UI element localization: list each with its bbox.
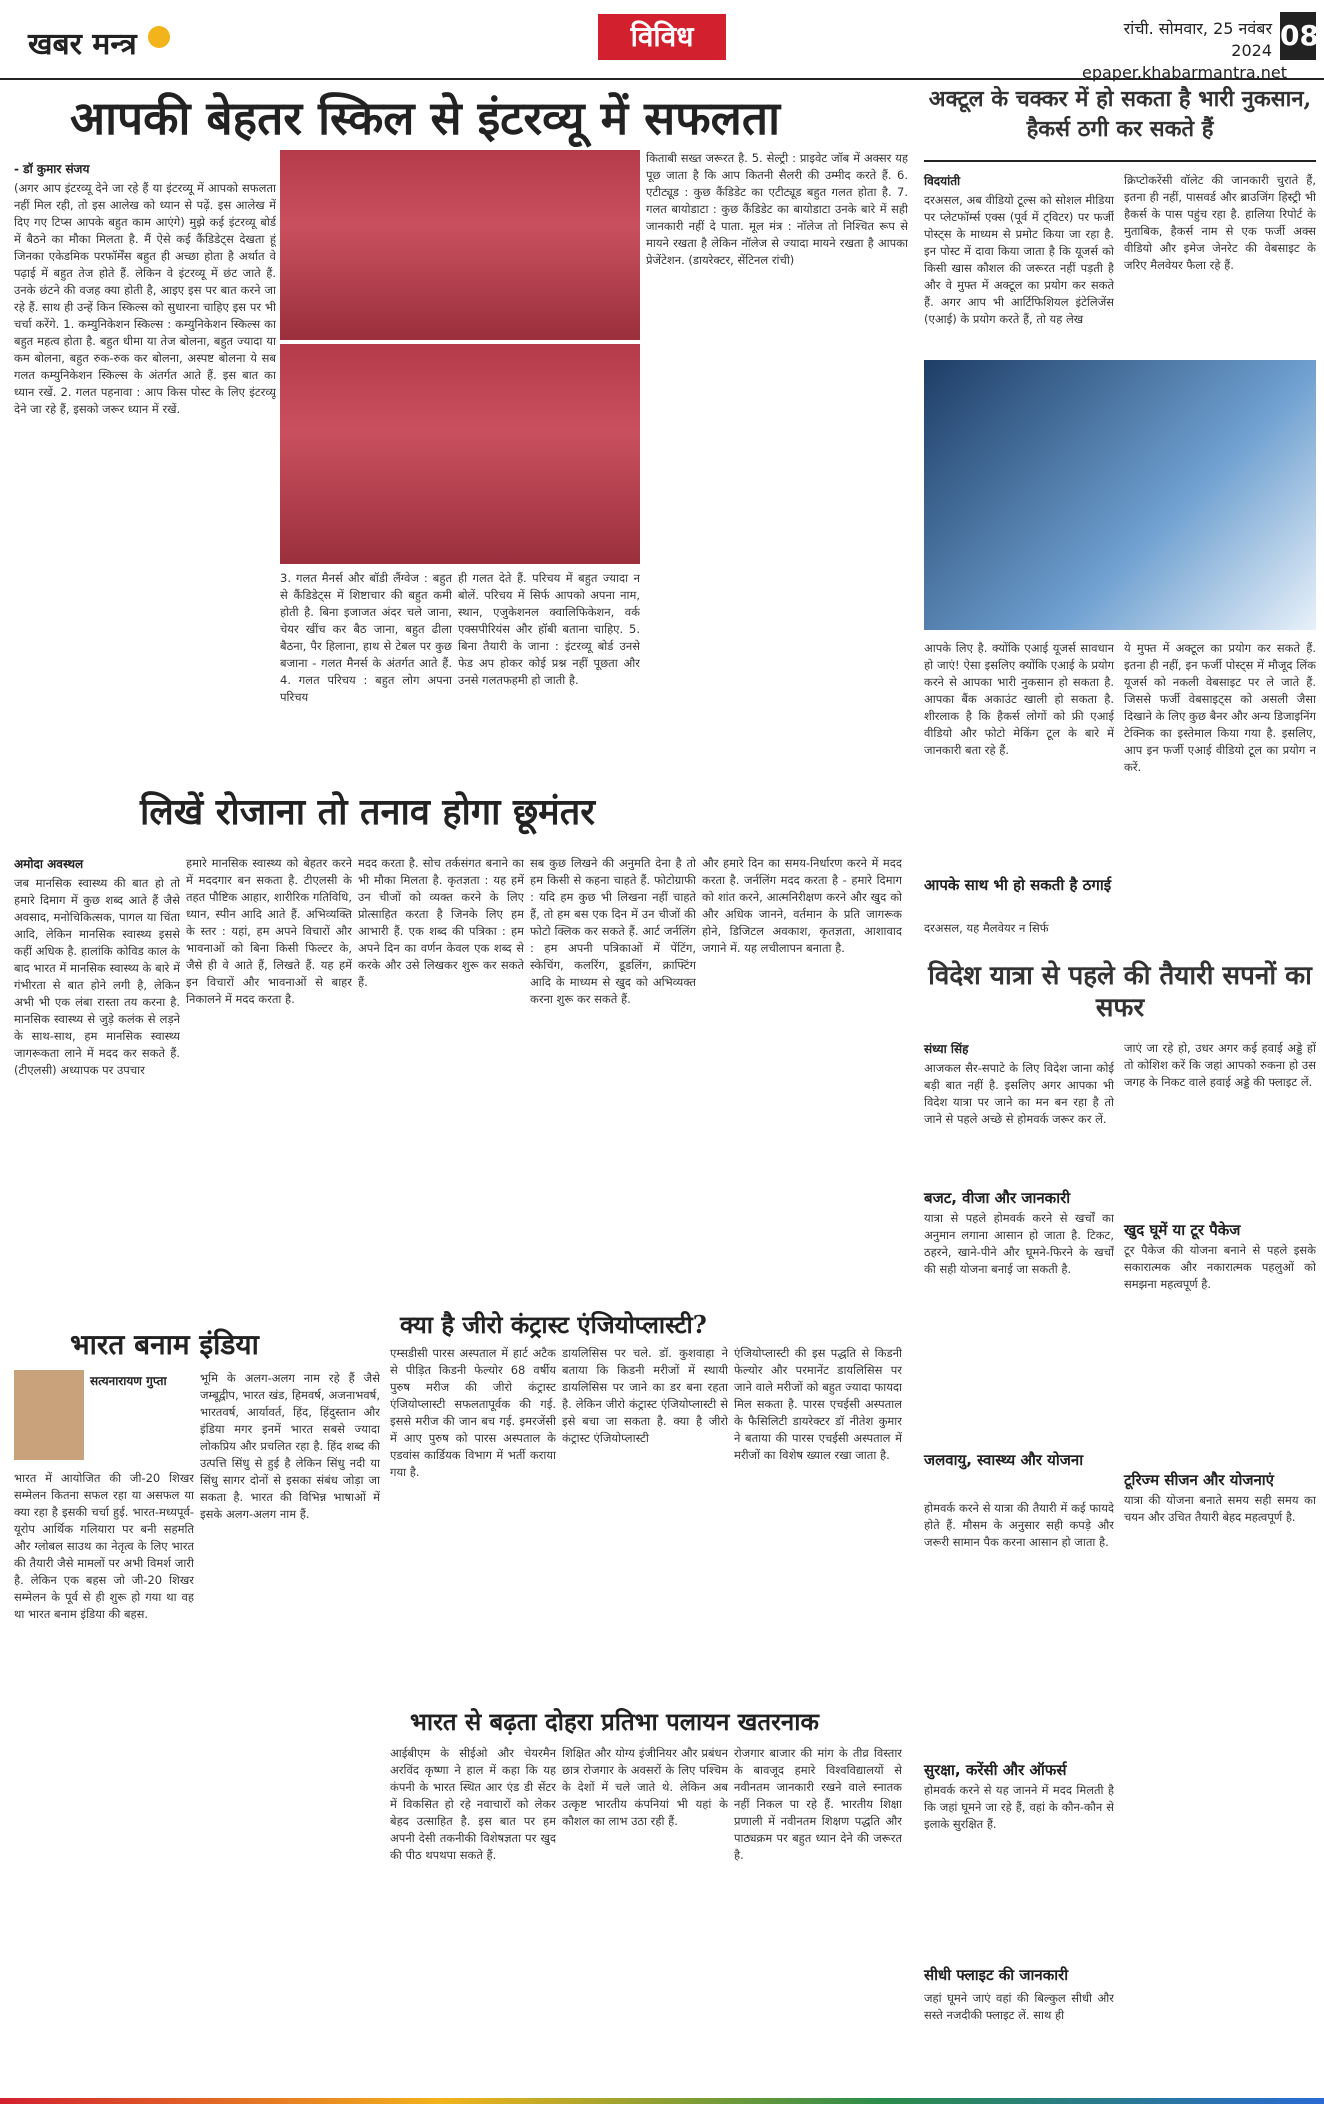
section-tag: विविध bbox=[598, 14, 726, 60]
article6-sub2-text: टूर पैकेज की योजना बनाने से पहले इसके सकारात्मक और नकारात्मक पहलुओं को समझना महत्वपूर्ण है. bbox=[1124, 1243, 1316, 1291]
brand-name: खबर मन्त्र bbox=[28, 27, 137, 62]
sidebar-headline: अक्टूल के चक्कर में हो सकता है भारी नुकसान, हैकर्स ठगी कर सकते हैं bbox=[928, 86, 1312, 142]
ai-robot-image bbox=[924, 360, 1316, 630]
sidebar-subhead: आपके साथ भी हो सकती है ठगाई bbox=[924, 876, 1112, 894]
article1-col3: ही गलत देते हैं. परिचय में बहुत ज्यादा न बोलें. परिचय में सिर्फ आपको अपना नाम, स्थान, एजुकेशनल क्वालिफिकेशन, वर्क एक्सपीरियंस और हॉबी बताना चाहिए. 5. बिना तैयारी के जाना : इंटरव्यू बोर्ड उनसे फेड अप होकर कोई प्रश्न नहीं पूछता और उनसे गलतफहमी हो जाती है. bbox=[458, 571, 640, 687]
article3-col1: एम्सडीसी पारस अस्पताल में हार्ट अटैक से पीड़ित किडनी फेल्योर 68 वर्षीय पुरुष मरीज की जीरो कंट्रास्ट एंजियोप्लास्टी सफलतापूर्वक की गई. इससे मरीज की जान बच गई. इमरजेंसी में आए पुरुष को पारस अस्पताल के एडवांस कार्डियक विभाग में भर्ती कराया गया है. bbox=[390, 1346, 556, 1479]
sidebar-col4: ये मुफ्त में अक्टूल का प्रयोग कर सकते हैं. इतना ही नहीं, इन फर्जी पोस्ट्स में मौजूद लिंक यूजर्स को नकली वेबसाइट पर ले जाते हैं. जिससे फर्जी वेबसाइट्स को असली जैसा दिखाने के लिए कुछ बैनर और अन्य डिजाइनिंग टेक्निक का इस्तेमाल किया गया है. इसलिए, आप इन फर्जी एआई वीडियो टूल का प्रयोग न करें. bbox=[1124, 641, 1316, 774]
article2-col5: और हमारे दिन का समय-निर्धारण करने में मदद करता है. जर्नलिंग मदद करता है - हमारे दिमाग को शांत करने, आत्मनिरीक्षण करने और खुद को और अधिक जानने, वर्तमान के प्रति जागरूक होने, डिजिटल अवकाश, कृतज्ञता, आशावाद जगाने में. यह लचीलापन बनाता है. bbox=[702, 856, 902, 955]
dateline bbox=[1082, 18, 1287, 84]
brand-logo-icon bbox=[148, 26, 170, 48]
sidebar-col3: आपके लिए है. क्योंकि एआई यूजर्स सावधान हो जाएं! ऐसा इसलिए क्योंकि एआई के प्रयोग करने से आपका भारी नुकसान हो सकता है. आपका बैंक अकाउंट खाली हो सकता है. शीरलाक है कि हैकर्स लोगों को फ्री एआई वीडियो और फोटो मेकिंग टूल के बारे में जानकारी बता रहे हैं. bbox=[924, 641, 1114, 757]
color-registration-strip bbox=[0, 2098, 1324, 2104]
article6-sub3-text: होमवर्क करने से यात्रा की तैयारी में कई फायदे होते हैं. मौसम के अनुसार सही कपड़े और जरूरी सामान पैक करना आसान हो जाता है. bbox=[924, 1501, 1114, 1549]
date-text: रांची. सोमवार, 25 नवंबर 2024 bbox=[1123, 19, 1272, 60]
article5-col3: रोजगार बाजार की मांग के तीव्र विस्तार के बावजूद हमारे विश्वविद्यालयों से नवीनतम जानकारी रखने वाले स्नातक नहीं निकल पा रहे हैं. भारतीय शिक्षा प्रणाली में नवीनतम शिक्षण पद्धति और पाठ्यक्रम पर बहुत ध्यान देने की जरूरत है. bbox=[734, 1746, 902, 1862]
students-photo-top bbox=[280, 150, 640, 340]
article2-col4: सब कुछ लिखने की अनुमति देना है तो हम किसी से कहना चाहते हैं. फोटोग्राफी : यदि हम कुछ भी लिखना नहीं चाहते हैं, तो हम बस एक दिन में उन चीजों की फोटो क्लिक कर सकते हैं. आर्ट जर्नलिंग : हम अपनी पत्रिकाओं में पेंटिंग, स्केचिंग, कलरिंग, डूडलिंग, क्राफ्टिंग आदि के माध्यम से खुद को अभिव्यक्त करना शुरू कर सकते हैं. bbox=[530, 856, 696, 1006]
article6-byline: संध्या सिंह bbox=[924, 1042, 969, 1056]
article5-col2: शिक्षित और योग्य इंजीनियर और प्रबंधन छात्र रोजगार के अवसरों के लिए पश्चिम के देशों में चले जाते थे. लेकिन अब उत्कृष्ट भारतीय कंपनियां भी यहां के कौशल का लाभ उठा रही हैं. bbox=[562, 1746, 728, 1828]
sidebar-sub-text: दरअसल, यह मैलवेयर न सिर्फ bbox=[924, 921, 1049, 935]
article3-col2: डायलिसिस पर चले. डॉ. कुशवाहा ने बताया कि किडनी मरीजों में स्थायी डायलिसिस पर जाने का डर बना रहता है. लेकिन जीरो कंट्रास्ट एंजियोप्लास्टी से इसे बचा जा सकता है. क्या है जीरो कंट्रास्ट एंजियोप्लास्टी bbox=[562, 1346, 728, 1445]
article6-sub4-text: यात्रा की योजना बनाते समय सही समय का चयन और उचित तैयारी बेहद महत्वपूर्ण है. bbox=[1124, 1493, 1316, 1524]
article1-byline: - डॉ कुमार संजय bbox=[14, 162, 90, 176]
article6-subhead5: सुरक्षा, करेंसी और ऑफर्स bbox=[924, 1761, 1067, 1779]
article2-col2: हमारे मानसिक स्वास्थ्य को बेहतर करने में मददगार बन सकता है. टीएलसी के तहत पौष्टिक आहार, शारीरिक गतिविधि, ध्यान, स्पीन आदि आते हैं. अभिव्यक्ति के स्तर : यहां, हम अपने विचारों और भावनाओं को बिना किसी फिल्टर के, जैसे ही वे आते हैं, लिखते हैं. यह हमें इन विचारों और भावनाओं से बाहर निकालने में मदद करता है. bbox=[186, 856, 352, 1006]
author-photo bbox=[14, 1370, 84, 1460]
article6-col2: जाएं जा रहे हो, उधर अगर कई हवाई अड्डे हों तो कोशिश करें कि जहां आपको रुकना हो उस जगह के निकट वाले हवाई अड्डे की फ्लाइट लें. bbox=[1124, 1041, 1316, 1089]
article6-col1: आजकल सैर-सपाटे के लिए विदेश जाना कोई बड़ी बात नहीं है. इसलिए अगर आपका भी विदेश यात्रा पर जाने का मन बन रहा है तो जाने से पहले अच्छे से होमवर्क जरूर कर लें. bbox=[924, 1061, 1114, 1126]
article5-col1: आईबीएम के सीईओ और चेयरमैन अरविंद कृष्णा ने हाल में कहा कि यह कंपनी के भारत स्थित आर एंड डी सेंटर में विकसित हो रहे नवाचारों को लेकर बेहद उत्साहित है. इस बात पर हम अपनी देसी तकनीकी विशेषज्ञता पर खुद की पीठ थपथपा सकते हैं. bbox=[390, 1746, 556, 1862]
article6-headline: विदेश यात्रा से पहले की तैयारी सपनों का सफर bbox=[928, 961, 1312, 1023]
article6-subhead1: बजट, वीजा और जानकारी bbox=[924, 1189, 1071, 1207]
article2-col3: मदद करता है. सोच तर्कसंगत बनाने का भी मौका मिलता है. कृतज्ञता : यह हमें उन चीजों को व्यक्त करने के लिए प्रोत्साहित करता है जिनके लिए हम आभारी हैं. एक शब्द की पत्रिका : हम अपने दिन का वर्णन केवल एक शब्द से करके और उसे लिखकर शुरू कर सकते हैं. bbox=[358, 856, 524, 989]
article6-sub1-text: यात्रा से पहले होमवर्क करने से खर्चों का अनुमान लगाना आसान हो जाता है. टिकट, ठहरने, खाने-पीने और घूमने-फिरने के खर्चों की सही योजना बनाई जा सकती है. bbox=[924, 1211, 1114, 1276]
article6-subhead3: जलवायु, स्वास्थ्य और योजना bbox=[924, 1451, 1084, 1469]
page-number: 08 bbox=[1280, 12, 1316, 60]
article1-headline: आपकी बेहतर स्किल से इंटरव्यू में सफलता bbox=[70, 91, 781, 145]
article1-col4: किताबी सख्त जरूरत है. 5. सेल्ट्री : प्राइवेट जॉब में अक्सर यह पूछ जाता है कि आप कितनी सैलरी की उम्मीद करते हैं. 6. एटीट्यूड : कुछ कैंडिडेट का एटीट्यूड बहुत गलत होता है. 7. गलत बायोडाटा : कुछ कैंडिडेट का बायोडाटा उनके बारे में सही जानकारी नहीं दे पाता. मूल मंत्र : नॉलेज तो निश्चित रूप से मायने रखता है लेकिन नॉलेज से ज्यादा मायने रखता है आपका प्रेजेंटेशन. (डायरेक्टर, सेंटिनल रांची) bbox=[646, 151, 908, 267]
sidebar-col1: दरअसल, अब वीडियो टूल्स को सोशल मीडिया पर प्लेटफॉर्म्स एक्स (पूर्व में ट्विटर) पर फर्जी पोस्ट्स के माध्यम से प्रमोट किया जा रहा है. इन पोस्ट में दावा किया जाता है कि यूजर्स को किसी खास कौशल की जरूरत नहीं पड़ती है और वे मुफ्त में अक्टूल का प्रयोग कर सकते हैं. अगर आप भी आर्टिफिशियल इंटेलिजेंस (एआई) के प्रयोग करते हैं, तो यह लेख bbox=[924, 193, 1114, 326]
students-photo-bottom bbox=[280, 344, 640, 564]
article3-headline: क्या है जीरो कंट्रास्ट एंजियोप्लास्टी? bbox=[400, 1310, 707, 1339]
article4-col2: भूमि के अलग-अलग नाम रहे हैं जैसे जम्बूद्वीप, भारत खंड, हिमवर्ष, अजनाभवर्ष, भारतवर्ष, आर्यावर्त, हिंद, हिंदुस्तान और इंडिया मगर इनमें भारत सबसे ज्यादा लोकप्रिय और प्रचलित रहा है. हिंद शब्द की उत्पत्ति सिंधु से हुई है लेकिन सिंधु नदी या सिंधु सागर दोनों से इसका संबंध जोड़ा जा सकता है. भारत की विभिन्न भाषाओं में इसके अलग-अलग नाम हैं. bbox=[200, 1371, 380, 1521]
article6-sub5-text: होमवर्क करने से यह जानने में मदद मिलती है कि जहां घूमने जा रहे हैं, वहां के कौन-कौन से इलाके सुरक्षित हैं. bbox=[924, 1783, 1114, 1831]
article1-col1: (अगर आप इंटरव्यू देने जा रहे हैं या इंटरव्यू में आपको सफलता नहीं मिल रही, तो इस आलेख को ध्यान से पढ़ें. इस आलेख में दिए गए टिप्स आपके बहुत काम आएंगे) मुझे कई इंटरव्यू बोर्ड में बैठने का मौका मिलता है. मैं ऐसे कई कैंडिडेट्स देखता हूं जिनका एकेडमिक परफॉर्मेंस बहुत ही अच्छा होता है अर्थात वे पढ़ाई में बहुत तेज होते हैं. लेकिन वे इंटरव्यू में छंट जाते हैं. उनके छंटने की वजह क्या होती है, आइए इस पर बात करने जा रहे हैं. साथ ही उन्हें किन स्किल्स को सुधारना चाहिए इस पर भी चर्चा करेंगे. 1. कम्युनिकेशन स्किल्स : कम्युनिकेशन स्किल्स का बहुत महत्व होता है. बहुत धीमा या तेज बोलना, बहुत ज्यादा या कम बोलना, बहुत रुक-रुक कर बोलना, अस्पष्ट बोलना ये सब गलत कम्युनिकेशन स्किल्स के अंतर्गत आते हैं. इस बात का ध्यान रखें. 2. गलत पहनावा : आप किस पोस्ट के लिए इंटरव्यू देने जा रहे हैं, इसको जरूर ध्यान में रखें. bbox=[14, 181, 276, 416]
article1-col2: 3. गलत मैनर्स और बॉडी लैंग्वेज : बहुत से कैंडिडेट्स में शिष्टाचार की बहुत कमी होती है. बिना इजाजत अंदर चले जाना, चेयर खींच कर बैठ जाना, बहुत ढीला बैठना, पैर हिलाना, हाथ से टेबल पर कुछ बजाना - गलत मैनर्स के अंतर्गत आते हैं. 4. गलत परिचय : बहुत लोग अपना परिचय bbox=[280, 571, 452, 704]
article6-subhead4: टूरिज्म सीजन और योजनाएं bbox=[1124, 1471, 1274, 1489]
article5-headline: भारत से बढ़ता दोहरा प्रतिभा पलायन खतरनाक bbox=[410, 1707, 819, 1736]
sidebar-col2: क्रिप्टोकरेंसी वॉलेट की जानकारी चुराते हैं, इतना ही नहीं, पासवर्ड और ब्राउजिंग हिस्ट्री भी हैकर्स के पास पहुंच रहा है. हालिया रिपोर्ट के मुताबिक, हैकर्स नाम से एक फर्जी अक्स वीडियो और इमेज जेनरेट की वेबसाइट के जरिए मैलवेयर फैला रहे हैं. bbox=[1124, 173, 1316, 272]
article4-col1: भारत में आयोजित की जी-20 शिखर सम्मेलन कितना सफल रहा या असफल या क्या रहा है इसकी चर्चा हुई. भारत-मध्यपूर्व-यूरोप आर्थिक गलियारा पर बनी सहमति और ग्लोबल साउथ का नेतृत्व के लिए भारत की तैयारी जैसे मामलों पर अभी विमर्श जारी है. लेकिन एक बहस जो जी-20 शिखर सम्मेलन के पूर्व से ही शुरू हो गया था वह था भारत बनाम इंडिया की बहस. bbox=[14, 1471, 194, 1621]
article4-byline: सत्यनारायण गुप्ता bbox=[90, 1374, 167, 1388]
article2-col1: जब मानसिक स्वास्थ्य की बात हो तो हमारे दिमाग में कुछ शब्द आते हैं जैसे अवसाद, मनोचिकित्सक, पागल या चिंता आदि, लेकिन मानसिक स्वास्थ्य इससे कहीं अधिक है. हालांकि कोविड काल के बाद भारत में मानसिक स्वास्थ्य के बारे में गंभीरता से बात होने लगी है, लेकिन अभी भी एक लंबा रास्ता तय करना है. मानसिक स्वास्थ्य से जुड़े कलंक से लड़ने के साथ-साथ, हम मानसिक स्वास्थ्य जागरूकता लाने में मदद कर सकते हैं. (टीएलसी) अध्यापक पर उपचार bbox=[14, 876, 180, 1077]
article6-subhead2: खुद घूमें या टूर पैकेज bbox=[1124, 1221, 1241, 1239]
article2-headline: लिखें रोजाना तो तनाव होगा छूमंतर bbox=[140, 791, 595, 833]
article3-col3: एंजियोप्लास्टी की इस पद्धति से किडनी फेल्योर और परमानेंट डायलिसिस पर जाने वाले मरीजों को बहुत ज्यादा फायदा मिल सकता है. पारस एचईसी अस्पताल के फैसिलिटी डायरेक्टर डॉ नीतेश कुमार ने बताया की पारस एचईसी अस्पताल में मरीजों का विशेष ख्याल रखा जाता है. bbox=[734, 1346, 902, 1462]
article6-subhead6: सीधी फ्लाइट की जानकारी bbox=[924, 1966, 1069, 1984]
website-text[interactable]: epaper.khabarmantra.net bbox=[1082, 63, 1287, 82]
article6-sub6-text: जहां घूमने जाएं वहां की बिल्कुल सीधी और सस्ते नजदीकी फ्लाइट लें. साथ ही bbox=[924, 1991, 1114, 2022]
article2-byline: अमोदा अवस्थल bbox=[14, 857, 84, 871]
article4-headline: भारत बनाम इंडिया bbox=[70, 1328, 259, 1361]
sidebar-divider bbox=[924, 160, 1316, 162]
sidebar-byline: विदयांती bbox=[924, 174, 961, 188]
